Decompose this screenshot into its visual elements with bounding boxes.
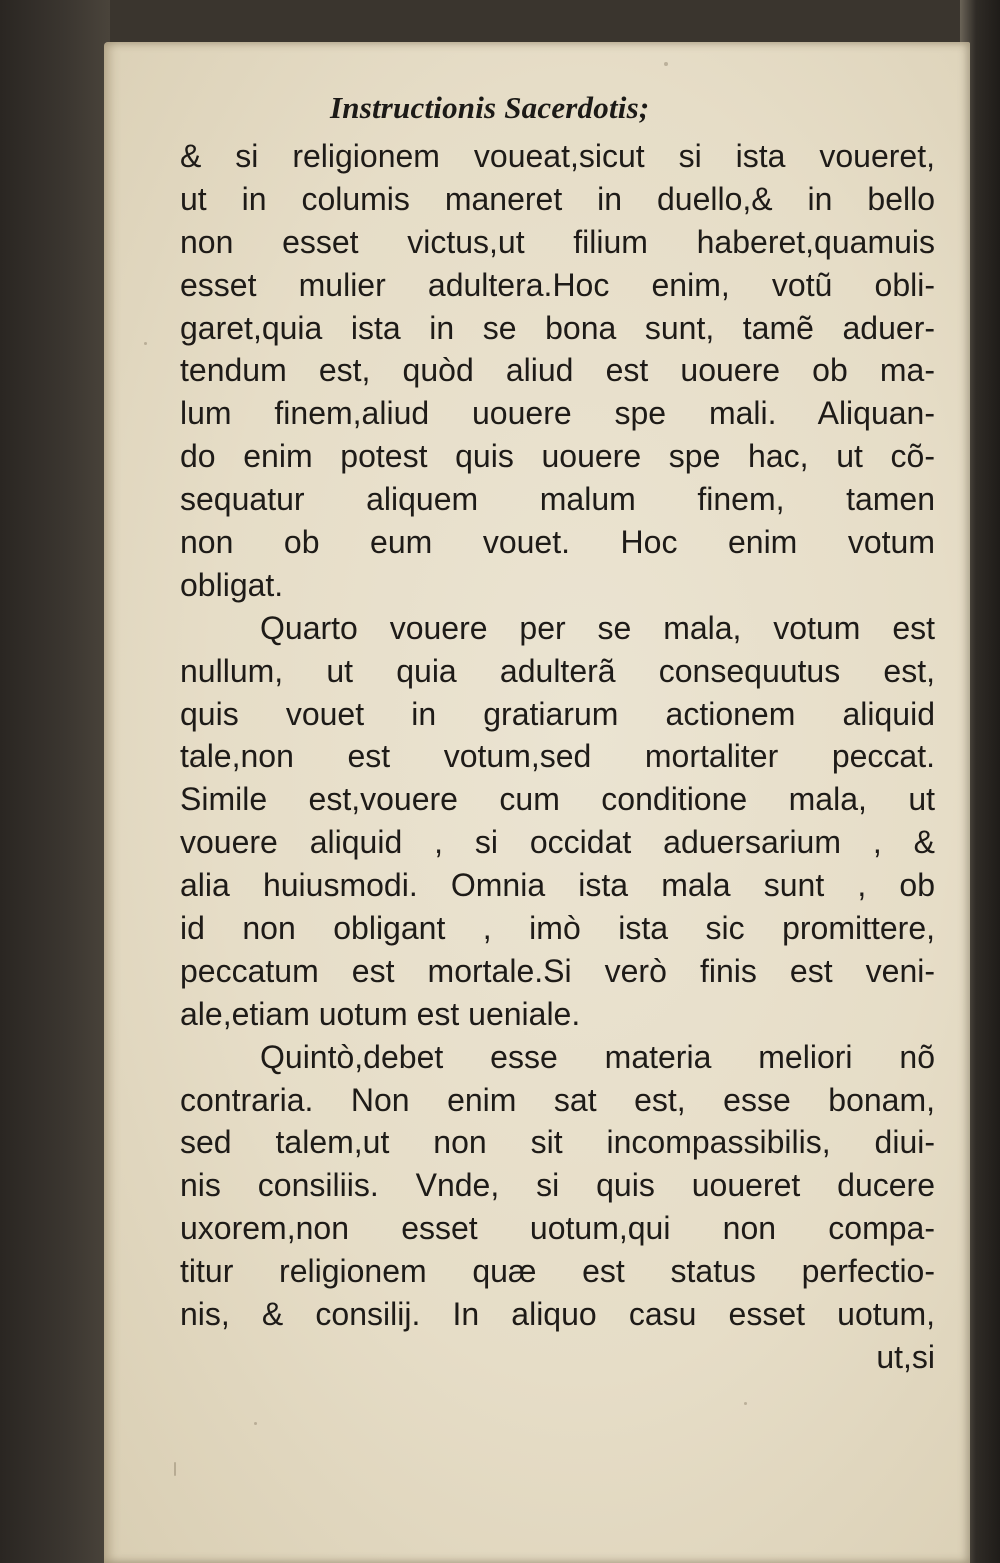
text-line: quis vouet in gratiarum actionem aliquid — [180, 695, 935, 732]
page-text — [180, 135, 940, 1379]
text-line: tale,non est votum,sed mortaliter peccat. — [180, 738, 935, 775]
book-binding-left — [0, 0, 110, 1563]
paper-speck — [254, 1422, 257, 1425]
text-line: ut in columis maneret in duello,& in bello — [180, 180, 935, 217]
text-line: non esset victus,ut filium haberet,quamuis — [180, 223, 935, 260]
text-line: & si religionem voueat,sicut si ista voueret, — [180, 138, 935, 174]
text-line: nis consiliis. Vnde, si quis uoueret ducere — [180, 1167, 935, 1204]
text-line: tendum est, quòd aliud est uouere ob ma- — [180, 352, 935, 389]
text-line: nis, & consilij. In aliquo casu esset uotum, — [180, 1296, 935, 1333]
text-line: alia huiusmodi. Omnia ista mala sunt , ob — [180, 867, 935, 904]
text-line: do enim potest quis uouere spe hac, ut cõ- — [180, 438, 935, 475]
text-line: non ob eum vouet. Hoc enim votum — [180, 524, 935, 561]
text-line: Quintò,debet esse materia meliori nõ — [260, 1038, 935, 1075]
catchword: ut,si — [876, 1338, 935, 1375]
text-line: sequatur aliquem malum finem, tamen — [180, 481, 935, 518]
text-line: sed talem,ut non sit incompassibilis, diui- — [180, 1124, 935, 1161]
paper-speck — [144, 342, 147, 345]
text-line: obligat. — [180, 566, 284, 603]
running-head: Instructionis Sacerdotis; — [330, 90, 650, 125]
text-line: contraria. Non enim sat est, esse bonam, — [180, 1081, 935, 1118]
text-line: titur religionem quæ est status perfectio- — [180, 1253, 935, 1290]
text-line: ale,etiam uotum est ueniale. — [180, 995, 581, 1032]
text-line: nullum, ut quia adulterã consequutus est, — [180, 652, 935, 689]
text-line: esset mulier adultera.Hoc enim, votũ obli- — [180, 266, 935, 303]
text-line: peccatum est mortale.Si verò finis est veni- — [180, 952, 935, 989]
paper-speck — [664, 62, 668, 66]
text-line: vouere aliquid , si occidat aduersarium , & — [180, 824, 935, 861]
text-line: Quarto vouere per se mala, votum est — [260, 609, 935, 646]
text-line: id non obligant , imò ista sic promittere, — [180, 910, 935, 947]
text-line: garet,quia ista in se bona sunt, tamẽ aduer- — [180, 309, 935, 346]
text-line: uxorem,non esset uotum,qui non compa- — [180, 1210, 935, 1247]
text-line: lum finem,aliud uouere spe mali. Aliquan- — [180, 395, 935, 432]
paper-speck — [174, 1462, 176, 1476]
paper-speck — [744, 1402, 747, 1405]
text-line: Simile est,vouere cum conditione mala, ut — [180, 781, 935, 818]
